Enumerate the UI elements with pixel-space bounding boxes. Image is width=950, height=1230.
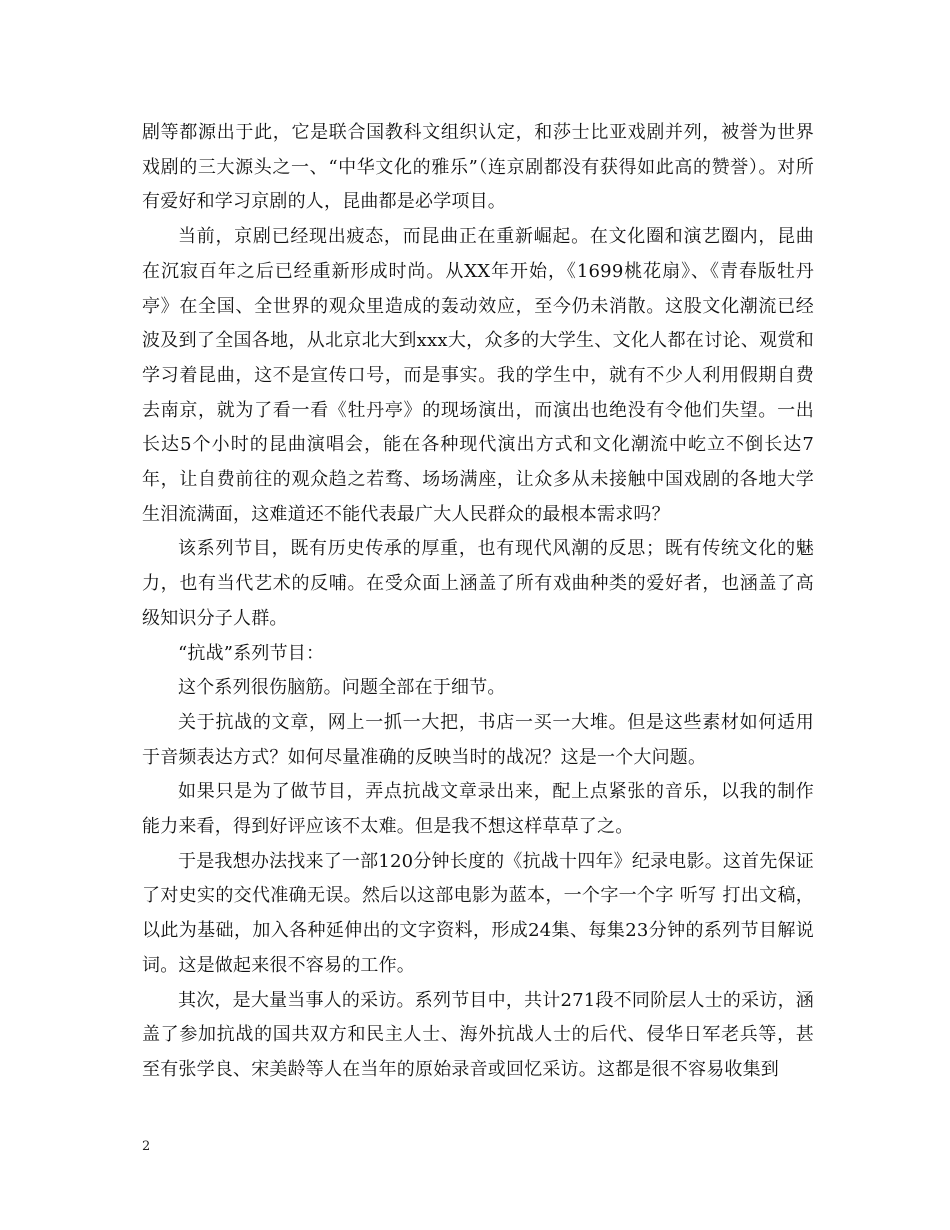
page-number: 2 — [142, 1139, 151, 1154]
body-text — [142, 116, 814, 1088]
paragraph: “抗战”系列节目： — [178, 642, 325, 664]
paragraph: 关于抗战的文章，网上一抓一大把，书店一买一大堆。但是这些素材如何适用于音频表达方式？如何尽量准确的反映当时的战况？这是一个大问题。 — [142, 711, 814, 768]
paragraph: 剧等都源出于此，它是联合国教科文组织认定，和莎士比亚戏剧并列，被誉为世界戏剧的三大源头之一、“中华文化的雅乐”（连京剧都没有获得如此高的赞誉）。对所有爱好和学习京剧的人，昆曲都是必学项目。 — [142, 122, 814, 213]
paragraph: 如果只是为了做节目，弄点抗战文章录出来，配上点紧张的音乐，以我的制作能力来看，得到好评应该不太难。但是我不想这样草草了之。 — [142, 781, 814, 838]
paragraph: 当前，京剧已经现出疲态，而昆曲正在重新崛起。在文化圈和演艺圈内，昆曲在沉寂百年之后已经重新形成时尚。从XX年开始，《1699桃花扇》、《青春版牡丹亭》在全国、全世界的观众里造成的轰动效应，至今仍未消散。这股文化潮流已经波及到了全国各地，从北京北大到xxx大，众多的大学生、文化人都在讨论、观赏和学习着昆曲，这不是宣传口号，而是事实。我的学生中，就有不少人利用假期自费去南京，就为了看一看《牡丹亭》的现场演出，而演出也绝没有令他们失望。一出长达5个小时的昆曲演唱会，能在各种现代演出方式和文化潮流中屹立不倒长达7年，让自费前往的观众趋之若骛、场场满座，让众多从未接触中国戏剧的各地大学生泪流满面，这难道还不能代表最广大人民群众的最根本需求吗？ — [142, 226, 814, 525]
paragraph: 其次，是大量当事人的采访。系列节目中，共计271段不同阶层人士的采访，涵盖了参加抗战的国共双方和民主人士、海外抗战人士的后代、侵华日军老兵等，甚至有张学良、宋美龄等人在当年的原始录音或回忆采访。这都是很不容易收集到 — [142, 989, 814, 1080]
paragraph: 该系列节目，既有历史传承的厚重，也有现代风潮的反思；既有传统文化的魅力，也有当代艺术的反哺。在受众面上涵盖了所有戏曲种类的爱好者，也涵盖了高级知识分子人群。 — [142, 538, 814, 629]
paragraph: 于是我想办法找来了一部120分钟长度的《抗战十四年》纪录电影。这首先保证了对史实的交代准确无误。然后以这部电影为蓝本，一个字一个字 听写 打出文稿，以此为基础，加入各种延伸出的文字资料，形成24集、每集23分钟的系列节目解说词。这是做起来很不容易的工作。 — [142, 850, 814, 976]
paragraph: 这个系列很伤脑筋。问题全部在于细节。 — [178, 677, 506, 699]
